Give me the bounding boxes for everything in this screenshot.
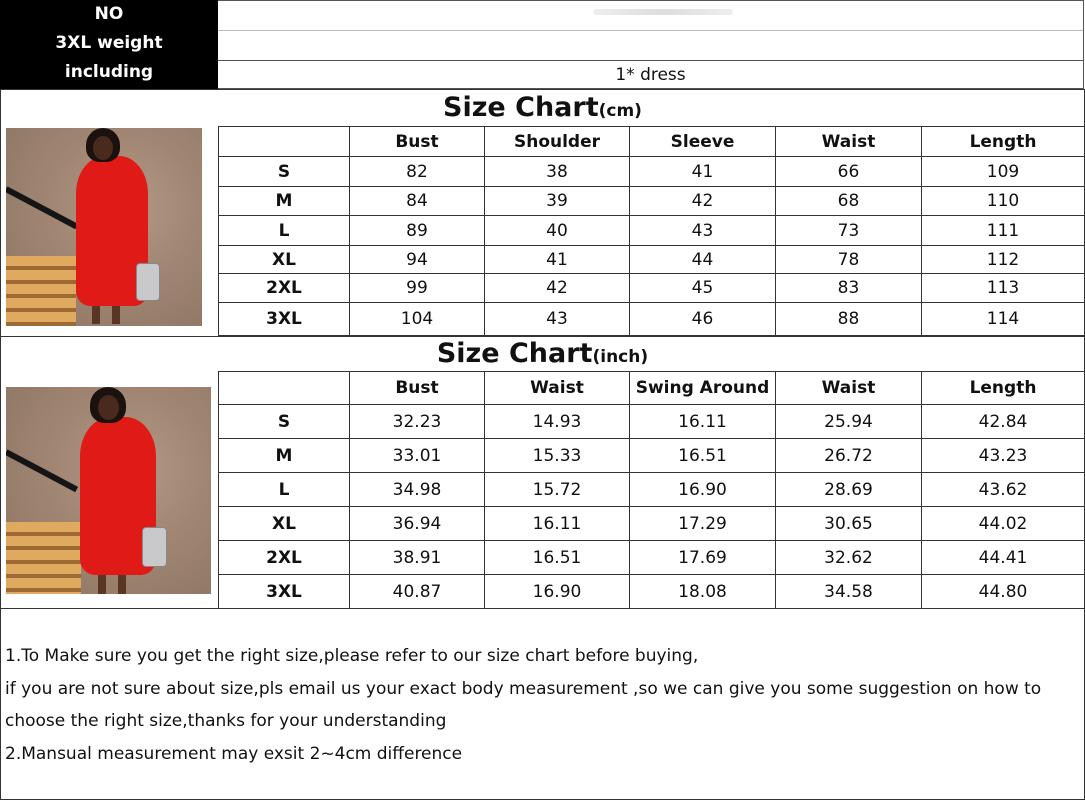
table-cell: 111 — [922, 216, 1085, 246]
table-cell: 25.94 — [776, 405, 922, 439]
table-cell: 44.41 — [922, 541, 1085, 575]
table-cell: 45 — [630, 274, 776, 303]
note-line: choose the right size,thanks for your understanding — [5, 711, 447, 731]
table-row — [219, 575, 1085, 609]
table-cell: 14.93 — [485, 405, 630, 439]
badge-line-3: including — [64, 62, 154, 82]
corner-cell — [219, 372, 350, 405]
table-cell: 44 — [630, 246, 776, 274]
table-cell: 17.69 — [630, 541, 776, 575]
note-line: 2.Mansual measurement may exsit 2~4cm difference — [5, 743, 463, 764]
table-cell: 42 — [630, 187, 776, 216]
cm-title-text: Size Chart — [443, 92, 599, 123]
table-cell: 32.23 — [350, 405, 485, 439]
no-weight-badge — [0, 0, 218, 89]
table-cell: 112 — [922, 246, 1085, 274]
size-label: XL — [219, 507, 350, 541]
table-cell: 109 — [922, 157, 1085, 187]
column-header: Waist — [485, 372, 630, 405]
table-cell: 16.51 — [485, 541, 630, 575]
note-line: 1.To Make sure you get the right size,please refer to our size chart before buying, — [5, 646, 699, 666]
table-cell: 16.90 — [630, 473, 776, 507]
table-row — [219, 187, 1085, 216]
table-cell: 34.98 — [350, 473, 485, 507]
column-header: Swing Around — [630, 372, 776, 405]
size-label: 2XL — [219, 274, 350, 303]
table-header-row — [219, 372, 1085, 405]
table-cell: 18.08 — [630, 575, 776, 609]
table-cell: 84 — [350, 187, 485, 216]
table-row — [219, 246, 1085, 274]
table-cell: 43.23 — [922, 439, 1085, 473]
table-header-row — [219, 127, 1085, 157]
inch-title-unit: (inch) — [592, 347, 649, 367]
size-label: L — [219, 473, 350, 507]
table-row — [219, 157, 1085, 187]
table-cell: 42.84 — [922, 405, 1085, 439]
table-cell: 41 — [630, 157, 776, 187]
table-cell: 99 — [350, 274, 485, 303]
size-label: M — [219, 439, 350, 473]
table-cell: 83 — [776, 274, 922, 303]
table-row — [219, 541, 1085, 575]
product-quantity: 1* dress — [615, 65, 686, 85]
cm-size-table — [218, 126, 1085, 336]
column-header: Sleeve — [630, 127, 776, 157]
size-label: 3XL — [219, 575, 350, 609]
table-cell: 15.72 — [485, 473, 630, 507]
table-cell: 113 — [922, 274, 1085, 303]
divider — [218, 30, 1083, 31]
table-cell: 26.72 — [776, 439, 922, 473]
table-cell: 17.29 — [630, 507, 776, 541]
table-cell: 38.91 — [350, 541, 485, 575]
table-cell: 82 — [350, 157, 485, 187]
table-cell: 36.94 — [350, 507, 485, 541]
column-header: Shoulder — [485, 127, 630, 157]
table-cell: 16.11 — [485, 507, 630, 541]
table-cell: 78 — [776, 246, 922, 274]
table-cell: 41 — [485, 246, 630, 274]
table-cell: 32.62 — [776, 541, 922, 575]
corner-cell — [219, 127, 350, 157]
table-cell: 68 — [776, 187, 922, 216]
table-cell: 38 — [485, 157, 630, 187]
table-cell: 44.02 — [922, 507, 1085, 541]
size-label: S — [219, 157, 350, 187]
table-row — [219, 274, 1085, 303]
table-cell: 16.11 — [630, 405, 776, 439]
badge-line-2: 3XL weight — [55, 33, 163, 53]
column-header: Bust — [350, 127, 485, 157]
table-cell: 44.80 — [922, 575, 1085, 609]
size-label: L — [219, 216, 350, 246]
product-info-box — [218, 0, 1084, 89]
size-label: S — [219, 405, 350, 439]
column-header: Length — [922, 372, 1085, 405]
cm-title-unit: (cm) — [598, 101, 642, 121]
table-cell: 94 — [350, 246, 485, 274]
size-label: 3XL — [219, 303, 350, 336]
size-label: XL — [219, 246, 350, 274]
table-cell: 16.90 — [485, 575, 630, 609]
table-cell: 15.33 — [485, 439, 630, 473]
table-cell: 46 — [630, 303, 776, 336]
note-line: if you are not sure about size,pls email us your exact body measurement ,so we can give you some suggestion on how to — [5, 678, 1042, 699]
table-cell: 43 — [485, 303, 630, 336]
column-header: Waist — [776, 372, 922, 405]
table-cell: 43 — [630, 216, 776, 246]
table-row — [219, 216, 1085, 246]
table-cell: 114 — [922, 303, 1085, 336]
column-header: Bust — [350, 372, 485, 405]
divider — [0, 608, 1085, 609]
size-notes — [5, 640, 1075, 770]
size-label: 2XL — [219, 541, 350, 575]
table-row — [219, 439, 1085, 473]
dress-photo-inch — [6, 387, 211, 594]
table-row — [219, 507, 1085, 541]
inch-size-table — [218, 371, 1085, 609]
table-cell: 43.62 — [922, 473, 1085, 507]
table-cell: 104 — [350, 303, 485, 336]
inch-chart-title — [0, 337, 1085, 371]
table-row — [219, 405, 1085, 439]
table-cell: 89 — [350, 216, 485, 246]
table-cell: 42 — [485, 274, 630, 303]
table-row — [219, 473, 1085, 507]
badge-line-1: NO — [94, 4, 124, 24]
table-cell: 33.01 — [350, 439, 485, 473]
column-header: Waist — [776, 127, 922, 157]
table-cell: 110 — [922, 187, 1085, 216]
table-cell: 40.87 — [350, 575, 485, 609]
column-header: Length — [922, 127, 1085, 157]
cm-chart-title — [0, 90, 1085, 126]
table-cell: 34.58 — [776, 575, 922, 609]
table-cell: 39 — [485, 187, 630, 216]
dress-photo-cm — [6, 128, 202, 326]
table-cell: 73 — [776, 216, 922, 246]
inch-title-text: Size Chart — [436, 338, 593, 369]
blurred-watermark — [593, 9, 733, 15]
size-label: M — [219, 187, 350, 216]
table-cell: 16.51 — [630, 439, 776, 473]
table-cell: 88 — [776, 303, 922, 336]
table-cell: 66 — [776, 157, 922, 187]
table-cell: 40 — [485, 216, 630, 246]
table-cell: 30.65 — [776, 507, 922, 541]
table-row — [219, 303, 1085, 336]
table-cell: 28.69 — [776, 473, 922, 507]
